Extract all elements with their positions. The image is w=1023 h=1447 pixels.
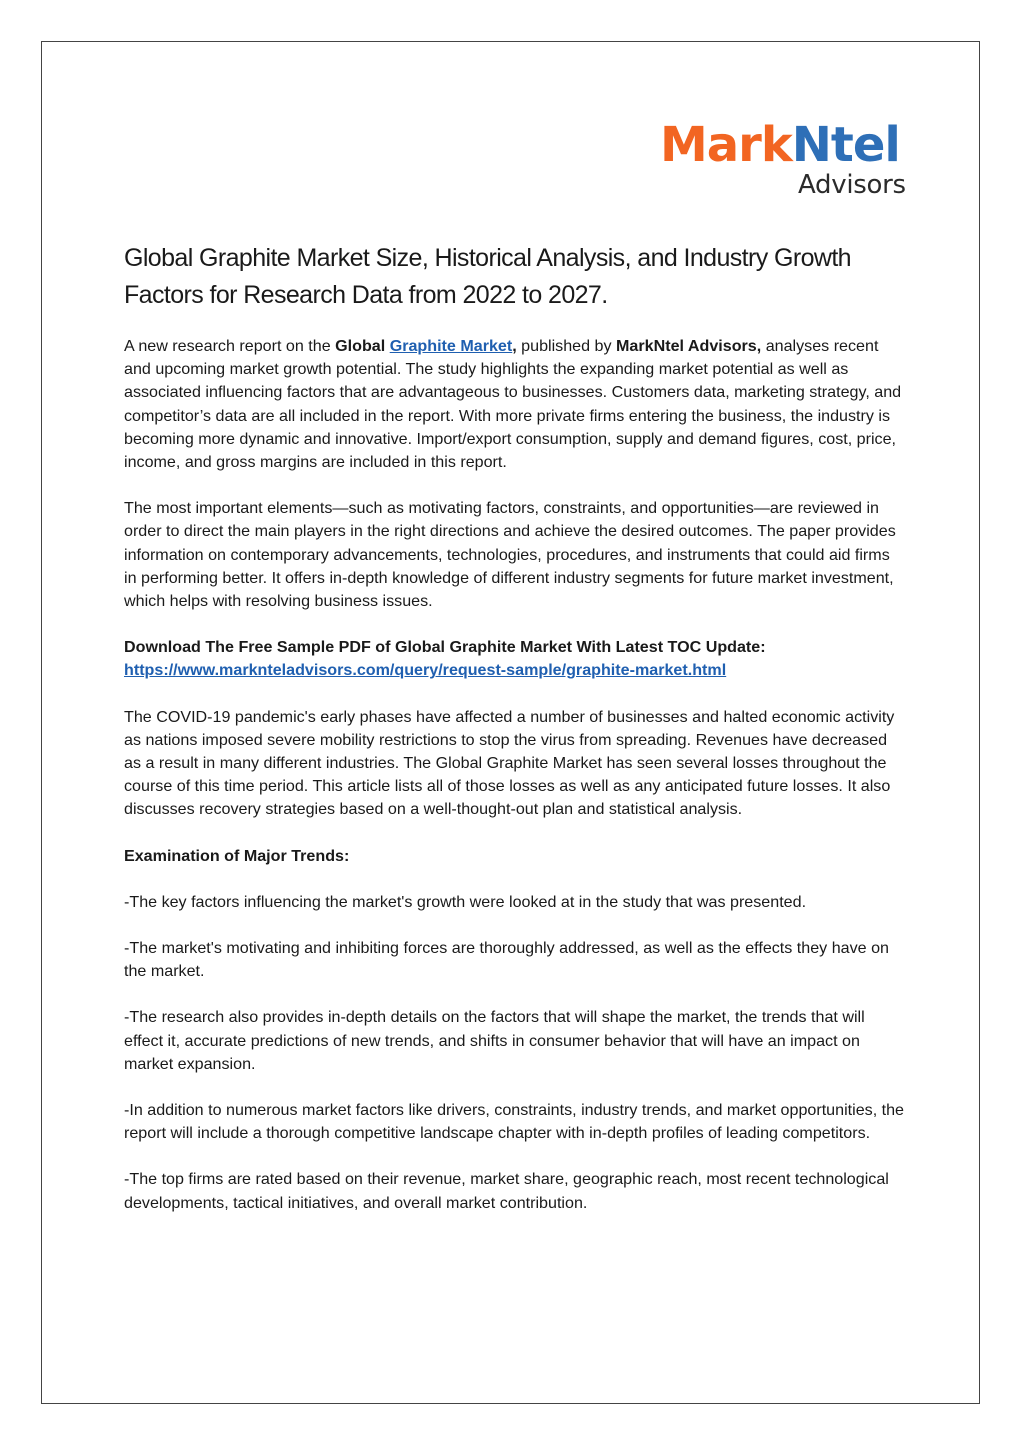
graphite-market-link[interactable]: Graphite Market <box>389 337 513 355</box>
download-label: Download The Free Sample PDF of Global Graphite Market With Latest TOC Update: <box>124 638 766 657</box>
intro-paragraph <box>124 335 904 474</box>
intro-publisher: MarkNtel Advisors, <box>616 337 762 355</box>
logo-mark-text: Mark <box>660 117 792 173</box>
logo-wordmark <box>660 118 900 172</box>
document-body <box>124 335 904 1238</box>
intro-text-1: A new research report on the <box>124 337 336 355</box>
trend-item: -In addition to numerous market factors like drivers, constraints, industry trends, and market opportunities, the report will include a thorough competitive landscape chapter with in-depth profiles of leading competitors. <box>124 1101 905 1143</box>
sample-pdf-link[interactable]: https://www.marknteladvisors.com/query/request-sample/graphite-market.html <box>124 661 727 680</box>
intro-global: Global <box>335 337 390 355</box>
logo-ntel-text: Ntel <box>791 117 900 173</box>
trend-item: -The key factors influencing the market's growth were looked at in the study that was presented. <box>124 892 807 911</box>
intro-text-2: published by <box>516 337 617 355</box>
trend-item: -The market's motivating and inhibiting forces are thoroughly addressed, as well as the effects they have on the market. <box>124 939 889 981</box>
trend-item: -The top firms are rated based on their revenue, market share, geographic reach, most recent technological developments, tactical initiatives, and overall market contribution. <box>124 1170 889 1212</box>
elements-paragraph: The most important elements—such as motivating factors, constraints, and opportunities—are reviewed in order to direct the main players in the right directions and achieve the desired outcomes. The paper provides information on contemporary advancements, technologies, procedures, and instruments that could aid firms in performing better. It offers in-depth knowledge of different industry segments for future market investment, which helps with resolving business issues. <box>124 499 896 611</box>
download-block <box>124 636 904 682</box>
document-title: Global Graphite Market Size, Historical Analysis, and Industry Growth Factors for Research Data from 2022 to 2027. <box>124 244 851 309</box>
intro-comma: , <box>512 337 517 355</box>
covid-paragraph: The COVID-19 pandemic's early phases have affected a number of businesses and halted economic activity as nations imposed severe mobility restrictions to stop the virus from spreading. Revenues have decreased as a result in many different industries. The Global Graphite Market has seen several losses throughout the course of this time period. This article lists all of those losses as well as any anticipated future losses. It also discusses recovery strategies based on a well-thought-out plan and statistical analysis. <box>124 707 895 819</box>
trends-heading: Examination of Major Trends: <box>124 846 350 865</box>
logo-advisors-text: Advisors <box>798 170 906 200</box>
marknetel-logo <box>660 118 910 208</box>
intro-text-3: analyses recent and upcoming market growth potential. The study highlights the expanding market potential as well as associated influencing factors that are advantageous to businesses. Customers data, marketing strategy, and competitor’s data are all included in the report. With more private firms entering the business, the industry is becoming more dynamic and innovative. Import/export consumption, supply and demand figures, cost, price, income, and gross margins are included in this report. <box>124 337 902 472</box>
trend-item: -The research also provides in-depth details on the factors that will shape the market, the trends that will effect it, accurate predictions of new trends, and shifts in consumer behavior that will have an impact on market expansion. <box>124 1008 865 1073</box>
